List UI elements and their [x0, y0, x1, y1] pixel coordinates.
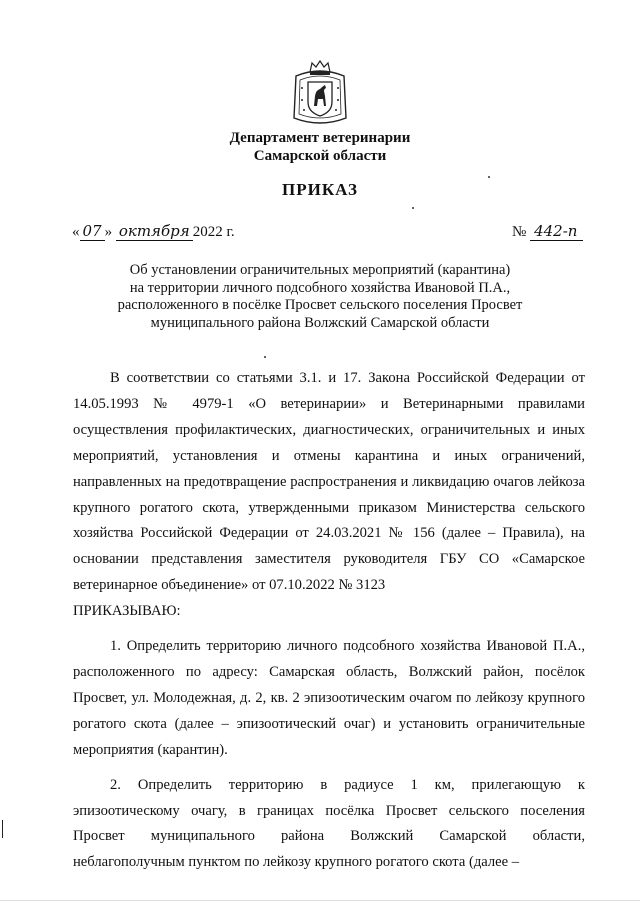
organization-name-line2: Самарской области	[253, 148, 387, 164]
organization-name-line1: Департамент ветеринарии	[229, 130, 411, 146]
date-close-quote: »	[104, 224, 113, 240]
clause-1-paragraph: 1. Определить территорию личного подсобного хозяйства Ивановой П.А., расположенного по адресу: Самарская область, Волжский район, посёлок Просвет, ул. Молодежная, д. 2, кв. 2 эпизоотическим очагом по лейкозу крупного рогатого скота (далее – эпизоотический очаг) и установить ограничительные мероприятия (карантин).	[73, 638, 585, 758]
subject-line: расположенного в посёлке Просвет сельского поселения Просвет	[117, 297, 523, 313]
page-bottom-edge	[0, 900, 640, 901]
scan-speck	[488, 176, 490, 178]
clause-2-paragraph: 2. Определить территорию в радиусе 1 км, прилегающую к эпизоотическому очагу, в границах посёлка Просвет сельского поселения Просвет муниципального района Волжский Самарской области, неблагополучным пунктом по лейкозу крупного рогатого скота (далее –	[73, 776, 585, 871]
scan-edge-mark	[2, 820, 3, 838]
date-year: 2022 г.	[192, 224, 235, 240]
subject-line: муниципального района Волжский Самарской области	[150, 314, 490, 331]
date-day: 07	[80, 222, 105, 241]
document-title: ПРИКАЗ	[282, 180, 358, 199]
document-body	[73, 366, 585, 876]
number-label: №	[512, 224, 527, 240]
document-subject	[70, 262, 570, 332]
number-value: 442-п	[530, 222, 583, 241]
document-date	[72, 222, 235, 241]
order-word: ПРИКАЗЫВАЮ:	[73, 603, 181, 620]
date-month: октября	[116, 222, 193, 241]
subject-line: на территории личного подсобного хозяйства Ивановой П.А.,	[129, 279, 511, 296]
date-open-quote: «	[72, 224, 80, 240]
preamble-paragraph: В соответствии со статьями 3.1. и 17. Закона Российской Федерации от 14.05.1993 № 4979-1 «О ветеринарии» и Ветеринарными правилами осуществления профилактических, диагностических, ограничительных и иных мероприятий, установления и отмены карантина и иных ограничений, направленных на предотвращение распространения и ликвидацию очагов лейкоза крупного рогатого скота, утвержденными приказом Министерства сельского хозяйства Российской Федерации от 24.03.2021 № 156 (далее – Правила), на основании представления заместителя руководителя ГБУ СО «Самарское ветеринарное объединение» от 07.10.2022 № 3123	[73, 370, 585, 594]
scan-speck	[412, 207, 414, 209]
document-number	[512, 222, 583, 241]
subject-line: Об установлении ограничительных мероприятий (карантина)	[129, 262, 511, 278]
coat-of-arms-icon	[290, 58, 350, 128]
scan-speck	[264, 356, 266, 358]
